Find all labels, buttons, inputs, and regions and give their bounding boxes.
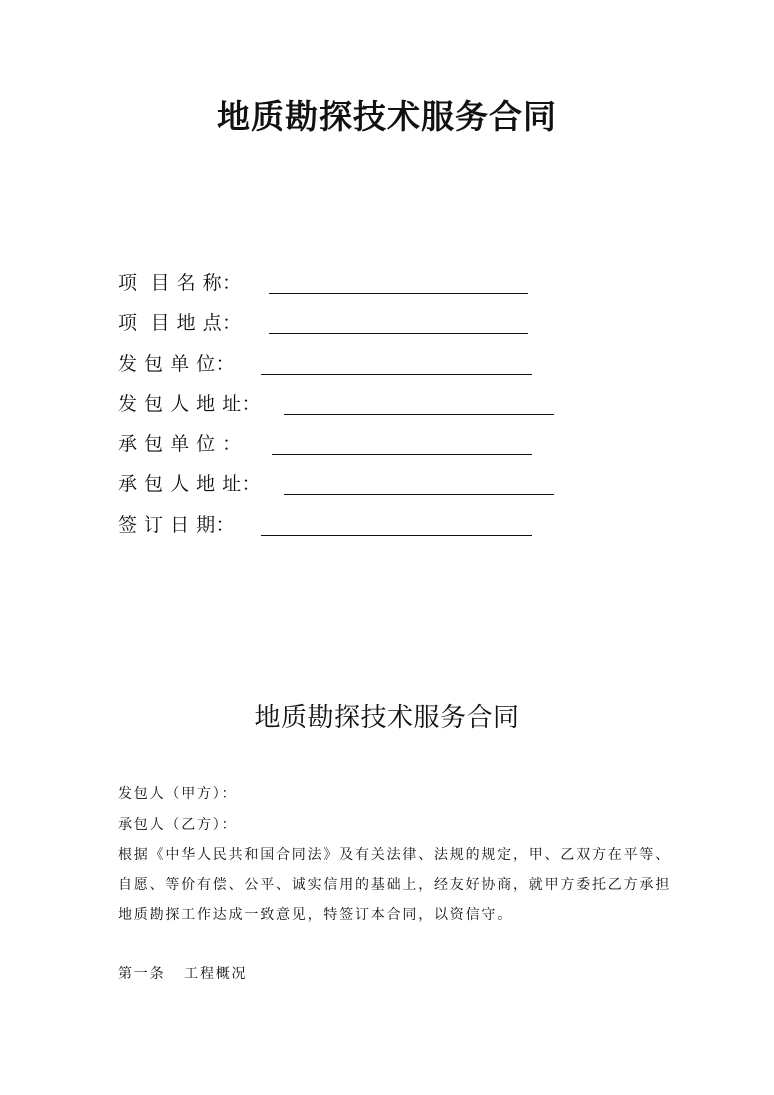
- field-label: 发 包 人 地 址：: [118, 392, 262, 415]
- field-label: 签 订 日 期：: [118, 513, 236, 536]
- blank-line[interactable]: [261, 374, 532, 375]
- field-label: 发 包 单 位：: [118, 352, 236, 375]
- contract-title: 地质勘探技术服务合同: [254, 703, 520, 733]
- field-label: 承 包 人 地 址：: [118, 473, 262, 496]
- field-project-location: [118, 306, 598, 346]
- field-contractor: [118, 427, 598, 467]
- field-signing-date: [118, 508, 598, 548]
- party-b-line: 承包人（乙方）：: [118, 817, 238, 833]
- field-employer-address: [118, 387, 598, 427]
- blank-line[interactable]: [269, 333, 528, 334]
- blank-line[interactable]: [272, 454, 532, 455]
- preamble-line-1: 根据《中华人民共和国合同法》及有关法律、法规的规定，甲、乙双方在平等、: [118, 847, 671, 863]
- blank-line[interactable]: [284, 494, 554, 495]
- cover-title: 地质勘探技术服务合同: [217, 97, 557, 136]
- field-contractor-address: [118, 467, 598, 507]
- preamble-line-2: 自愿、等价有偿、公平、诚实信用的基础上，经友好协商，就甲方委托乙方承担: [118, 877, 671, 893]
- blank-line[interactable]: [261, 535, 532, 536]
- article-1-heading: 第一条 工程概况: [118, 966, 248, 982]
- field-label: 项 目 名 称：: [118, 272, 242, 294]
- field-label: 项 目 地 点：: [118, 312, 242, 335]
- preamble-line-3: 地质勘探工作达成一致意见，特签订本合同，以资信守。: [118, 907, 513, 923]
- field-employer: [118, 347, 598, 387]
- blank-line[interactable]: [284, 414, 554, 415]
- cover-fields: [118, 266, 598, 548]
- field-project-name: [118, 266, 598, 306]
- field-label: 承 包 单 位 ：: [118, 433, 242, 456]
- blank-line[interactable]: [269, 293, 528, 294]
- party-a-line: 发包人（甲方）：: [118, 786, 238, 802]
